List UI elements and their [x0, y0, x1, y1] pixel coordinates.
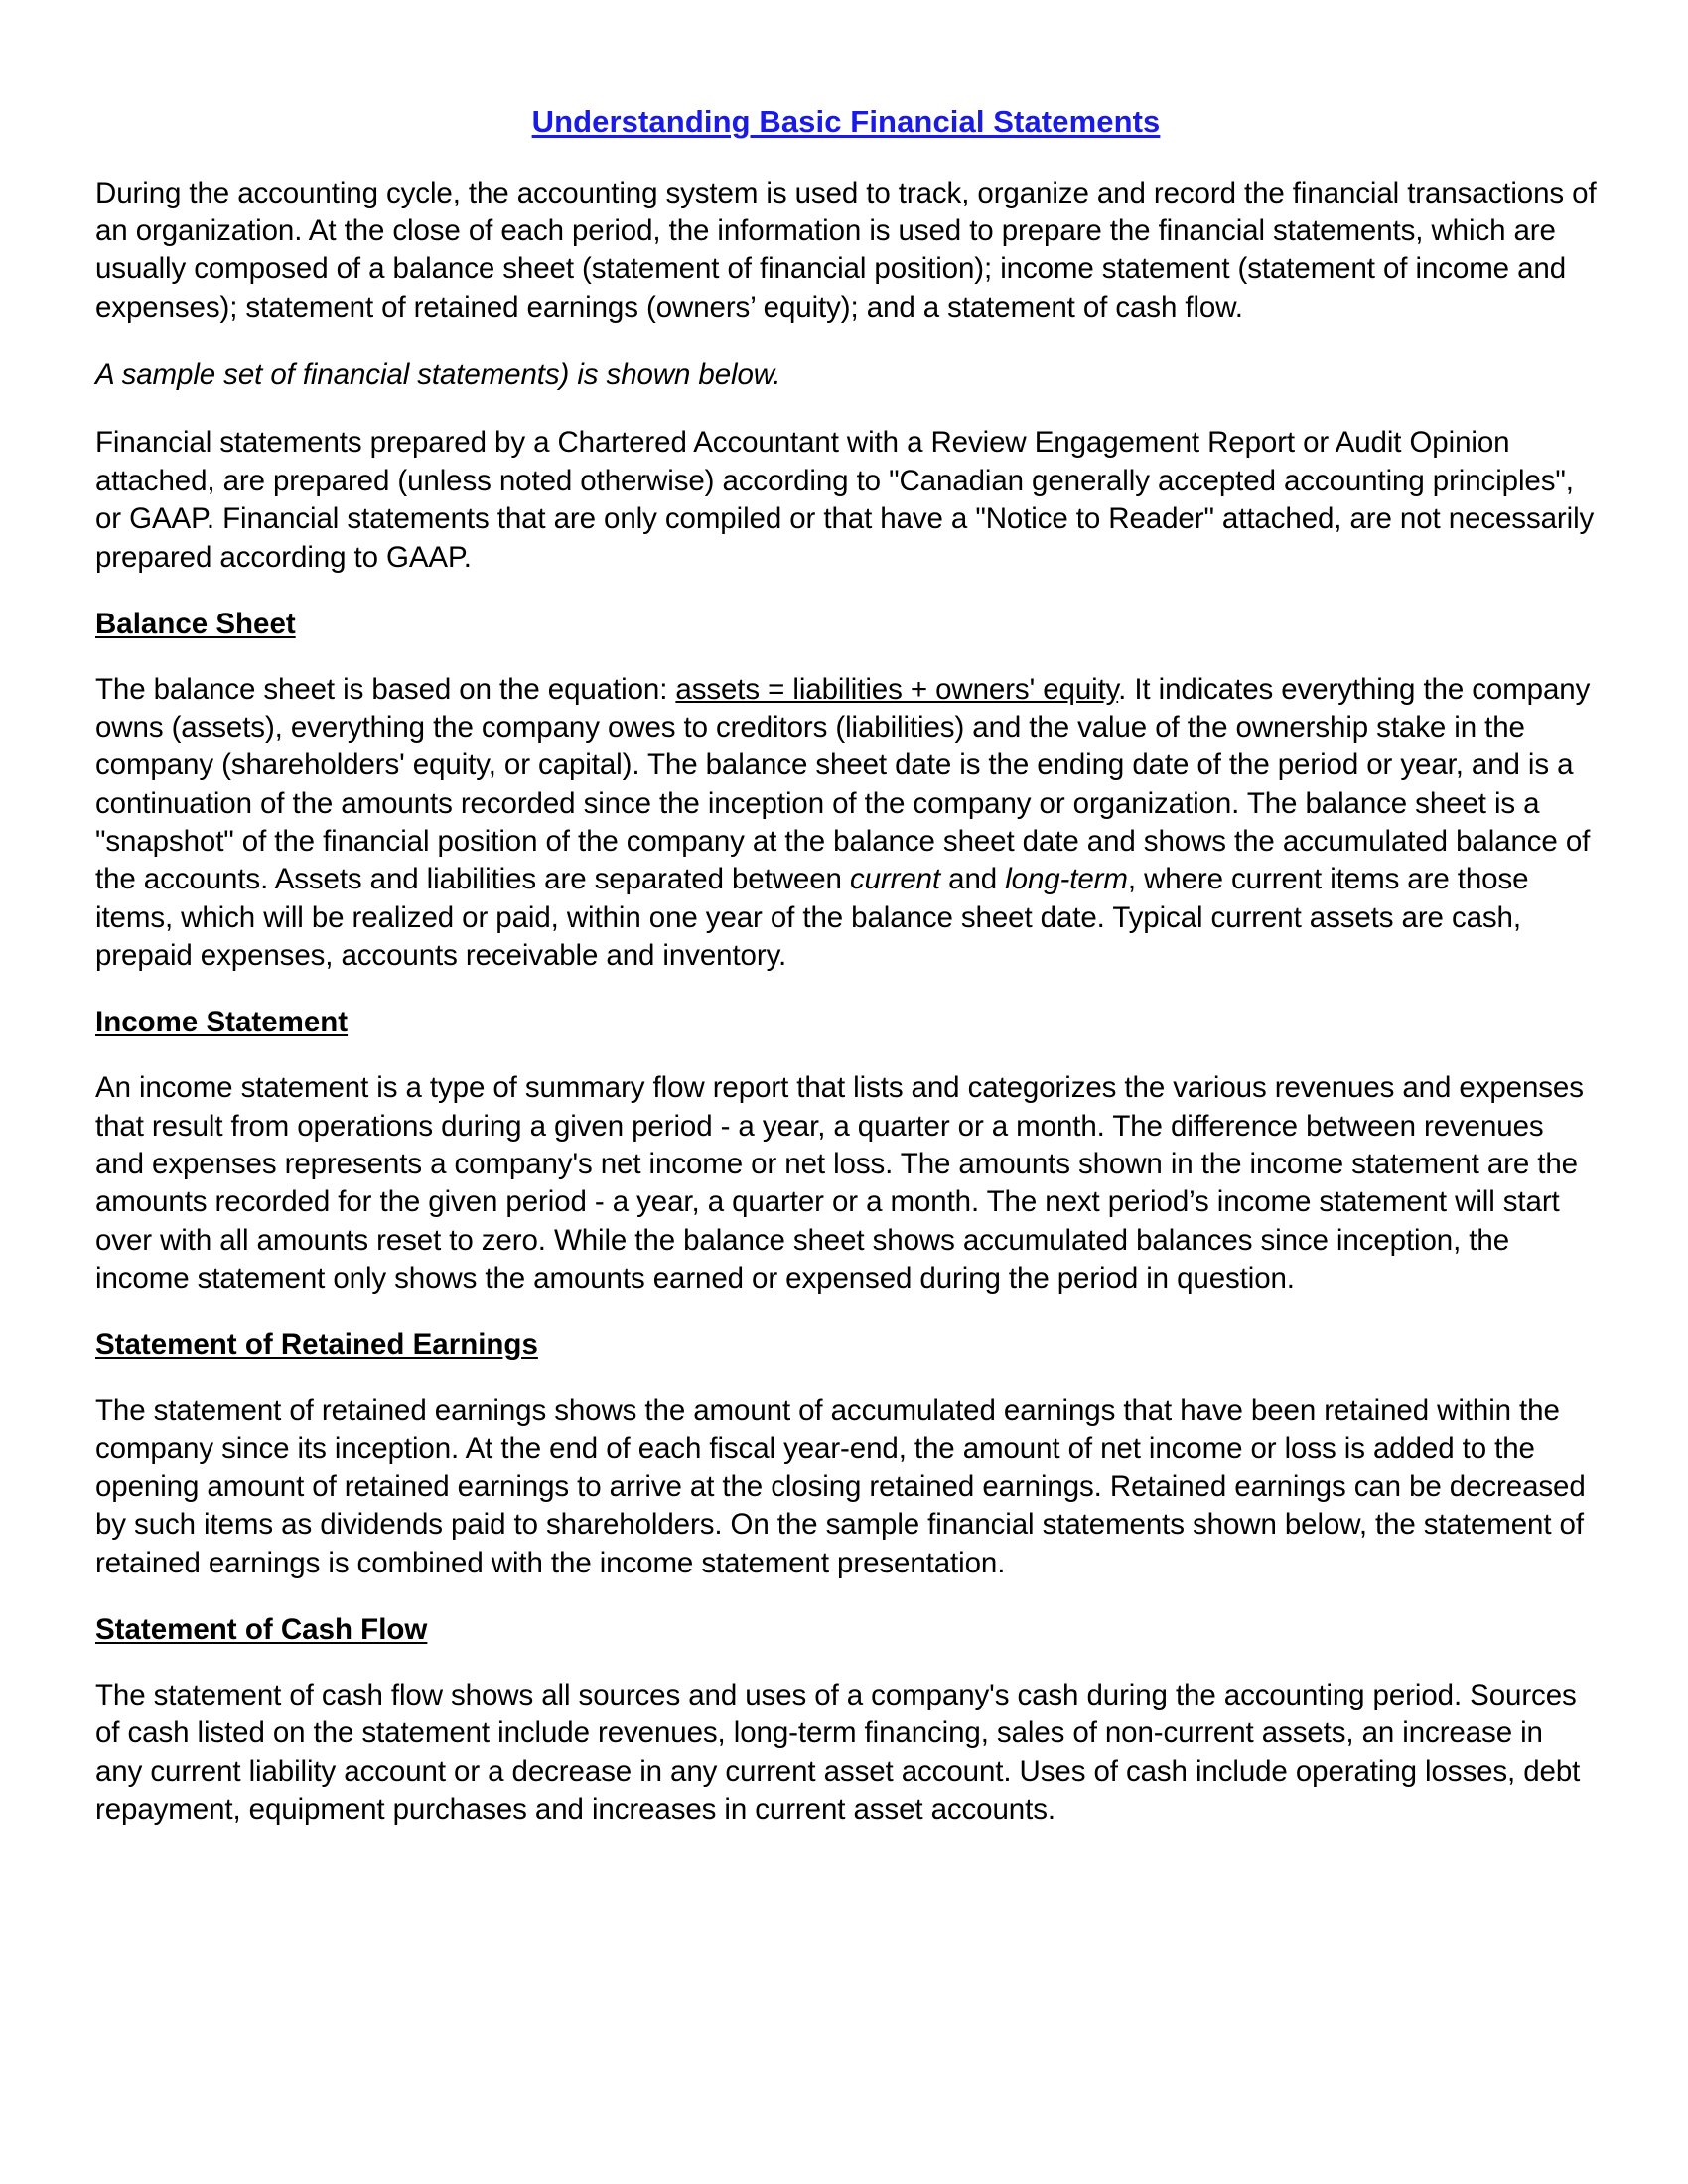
inline-text: The balance sheet is based on the equation:	[95, 672, 676, 706]
heading-income-statement-label: Income Statement	[95, 1006, 349, 1039]
heading-income-statement	[95, 1005, 1597, 1041]
paragraph-gaap: Financial statements prepared by a Chartered Accountant with a Review Engagement Report or Audit Opinion attached, are prepared (unless noted otherwise) according to "Canadian generally accepted accounting principles", or GAAP. Financial statements that are only compiled or that have a "Notice to Reader" attached, are not necessarily prepared according to GAAP.	[95, 426, 1595, 574]
heading-balance-sheet	[95, 607, 1597, 643]
heading-cash-flow-label: Statement of Cash Flow	[95, 1613, 428, 1646]
inline-text: , where current items are those items, which will be realized or paid, within one year of the balance sheet date. Typical current assets are cash, prepaid expenses, accounts receivable and inventory.	[95, 863, 1529, 973]
paragraph-income-statement-body: An income statement is a type of summary flow report that lists and categorizes the various revenues and expenses that result from operations during a given period - a year, a quarter or a month. The difference between revenues and expenses represents a company's net income or net loss. The amounts shown in the income statement are the amounts recorded for the given period - a year, a quarter or a month. The next period’s income statement will start over with all amounts reset to zero. While the balance sheet shows accumulated balances since inception, the income statement only shows the amounts earned or expensed during the period in question.	[95, 1071, 1584, 1296]
page-title: Understanding Basic Financial Statements	[531, 104, 1161, 139]
document-content	[95, 103, 1597, 1858]
heading-retained-earnings-label: Statement of Retained Earnings	[95, 1328, 538, 1362]
inline-text: . It indicates everything the company owns (assets), everything the company owes to creditors (liabilities) and the value of the ownership stake in the company (shareholders' equity, or capital). The balance sheet date is the ending date of the period or year, and is a continuation of the amounts recorded since the inception of the company or organization. The balance sheet is a "snapshot" of the financial position of the company at the balance sheet date and shows the accumulated balance of the accounts. Assets and liabilities are separated between	[95, 672, 1591, 896]
inline-text: and	[940, 863, 1006, 896]
heading-cash-flow	[95, 1612, 1597, 1649]
heading-retained-earnings	[95, 1327, 1597, 1364]
inline-italic-term: long-term	[1005, 863, 1128, 896]
inline-underlined-equation: assets = liabilities + owners' equity	[675, 672, 1119, 706]
paragraph-cash-flow-body: The statement of cash flow shows all sources and uses of a company's cash during the accounting period. Sources of cash listed on the statement include revenues, long-term financing, sales of non-current assets, an increase in any current liability account or a decrease in any current asset account. Uses of cash include operating losses, debt repayment, equipment purchases and increases in current asset accounts.	[95, 1678, 1581, 1826]
paragraph-sample-note: A sample set of financial statements) is shown below.	[95, 358, 781, 392]
heading-balance-sheet-label: Balance Sheet	[95, 607, 296, 640]
paragraph-balance-sheet-body	[95, 671, 1597, 976]
paragraph-retained-earnings-body: The statement of retained earnings shows the amount of accumulated earnings that have been retained within the company since its inception. At the end of each fiscal year-end, the amount of net income or loss is added to the opening amount of retained earnings to arrive at the closing retained earnings. Retained earnings can be decreased by such items as dividends paid to shareholders. On the sample financial statements shown below, the statement of retained earnings is combined with the income statement presentation.	[95, 1394, 1586, 1579]
paragraph-intro: During the accounting cycle, the accounting system is used to track, organize and record the financial transactions of an organization. At the close of each period, the information is used to prepare the financial statements, which are usually composed of a balance sheet (statement of financial position); income statement (statement of income and expenses); statement of retained earnings (owners’ equity); and a statement of cash flow.	[95, 176, 1597, 324]
inline-italic-term: current	[849, 863, 941, 896]
